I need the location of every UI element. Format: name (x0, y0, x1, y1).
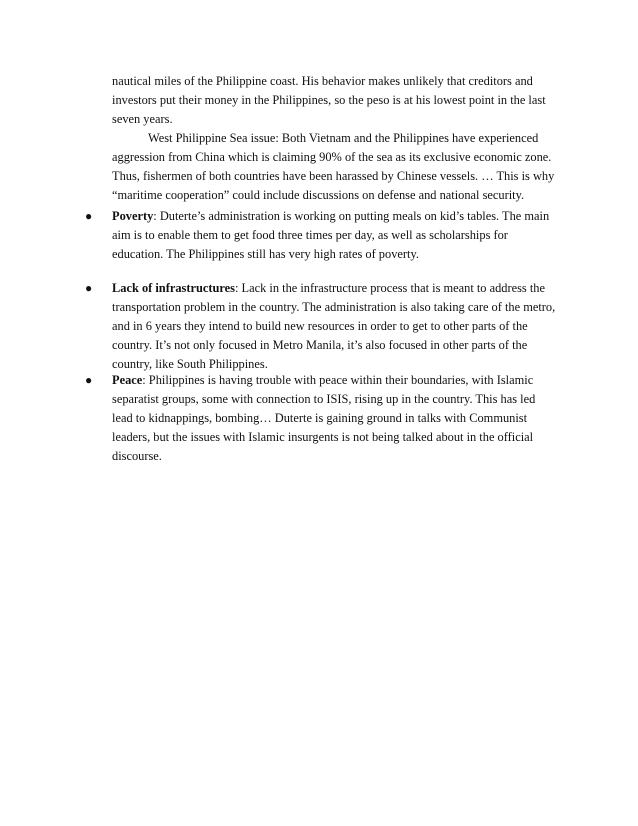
bullet-first-line (112, 371, 552, 390)
bullet-marker: ● (85, 209, 93, 223)
text-line: “maritime cooperation” could include discussions on defense and national security. (112, 188, 525, 202)
bullet-text: : Lack in the infrastructure process that is meant to address the (234, 281, 545, 295)
text-line: country, like South Philippines. (112, 357, 268, 371)
bullet-text: : Duterte’s administration is working on putting meals on kid’s tables. The main (153, 209, 550, 223)
bullet-item-peace (112, 371, 552, 466)
text-line: country. It’s not only focused in Metro Manila, it’s also focused in other parts of the (112, 338, 528, 352)
bullet-first-line (112, 207, 552, 226)
bullet-marker: ● (85, 281, 93, 295)
text-line: transportation problem in the country. The administration is also taking care of the metro, (112, 300, 556, 314)
text-line: Thus, fishermen of both countries have been harassed by Chinese vessels. … This is why (112, 169, 555, 183)
text-line: seven years. (112, 112, 173, 126)
bullet-item-infrastructures (112, 279, 556, 374)
text-line: and in 6 years they intend to build new resources in order to get to other parts of the (112, 319, 528, 333)
text-line: West Philippine Sea issue: Both Vietnam and the Philippines have experienced (148, 131, 539, 145)
continuation-paragraph (112, 72, 555, 205)
bullet-first-line (112, 279, 552, 298)
text-line: investors put their money in the Philippines, so the peso is at his lowest point in the last (112, 93, 546, 107)
bullet-marker: ● (85, 373, 93, 387)
text-line: aim is to enable them to get food three times per day, as well as scholarships for (112, 228, 508, 242)
text-line: discourse. (112, 449, 162, 463)
text-line: aggression from China which is claiming 90% of the sea as its exclusive economic zone. (112, 150, 552, 164)
bullet-term: Poverty (112, 209, 154, 223)
text-line: education. The Philippines still has very high rates of poverty. (112, 247, 419, 261)
text-line: leaders, but the issues with Islamic insurgents is not being talked about in the official (112, 430, 534, 444)
text-line: separatist groups, some with connection to ISIS, rising up in the country. This has led (112, 392, 536, 406)
bullet-item-poverty (112, 207, 552, 264)
bullet-term: Lack of infrastructures (112, 281, 235, 295)
bullet-text: : Philippines is having trouble with peace within their boundaries, with Islamic (142, 373, 534, 387)
bullet-term: Peace (112, 373, 143, 387)
text-line: lead to kidnappings, bombing… Duterte is gaining ground in talks with Communist (112, 411, 528, 425)
text-line: nautical miles of the Philippine coast. His behavior makes unlikely that creditors and (112, 74, 533, 88)
